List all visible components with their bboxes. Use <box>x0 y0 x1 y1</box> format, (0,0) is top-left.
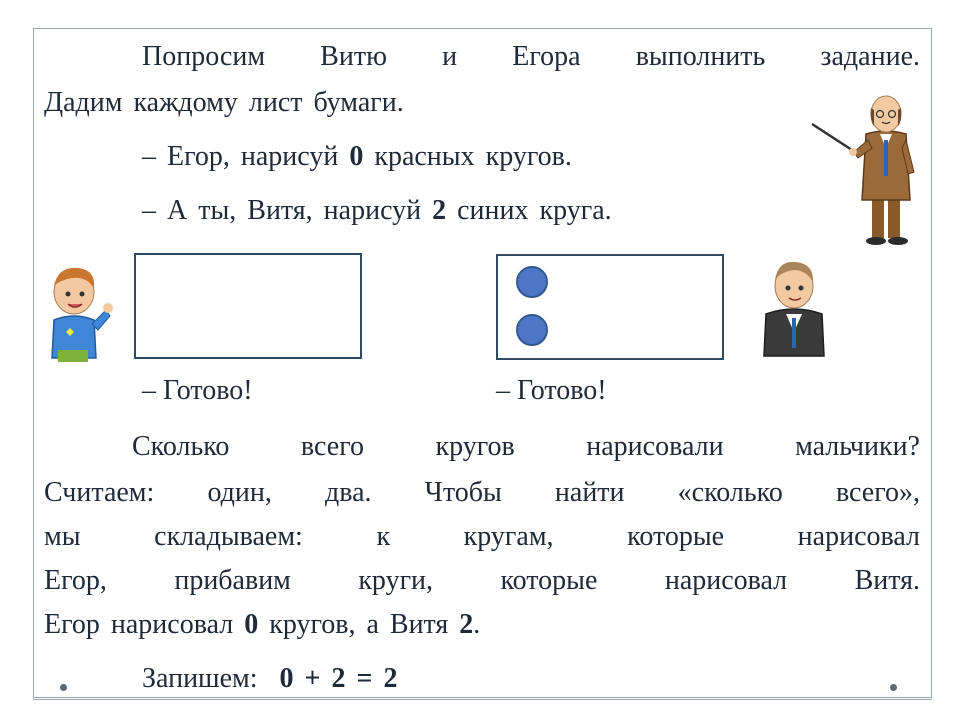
ready-vitya: – Готово! <box>496 375 607 406</box>
dialog-egor-count: 0 <box>349 141 364 172</box>
ready-egor: – Готово! <box>142 375 253 406</box>
intro-line-2: Дадим каждому лист бумаги. <box>44 87 404 118</box>
question-egor-count: 0 <box>244 609 259 640</box>
corner-dot-left <box>60 684 67 691</box>
equation-line <box>142 662 397 696</box>
bottom-rule <box>33 699 932 700</box>
dialog-vitya-suffix: синих круга. <box>446 195 612 226</box>
dialog-egor <box>142 140 572 174</box>
question-line-5-prefix: Егор нарисовал <box>44 609 245 640</box>
question-vitya-count: 2 <box>459 609 474 640</box>
question-line-1: Сколько всего кругов нарисовали мальчики? <box>132 431 920 462</box>
boy-vitya-illustration <box>758 256 830 360</box>
dialog-vitya <box>142 194 612 228</box>
dialog-egor-prefix: – Егор, нарисуй <box>142 141 350 172</box>
question-line-5-end: . <box>473 609 481 640</box>
equation-label: Запишем: <box>142 663 269 694</box>
blue-circle-2 <box>516 314 548 346</box>
question-line-2: Считаем: один, два. Чтобы найти «сколько всего», <box>44 477 920 508</box>
question-line-4: Егор, прибавим круги, которые нарисовал Витя. <box>44 565 920 596</box>
boy-egor-illustration <box>44 262 116 366</box>
dialog-egor-suffix: красных кругов. <box>363 141 572 172</box>
blue-circle-1 <box>516 266 548 298</box>
equation-expression: 0 + 2 = 2 <box>279 663 398 694</box>
teacher-illustration <box>810 88 930 248</box>
intro-line-1: Попросим Витю и Егора выполнить задание. <box>142 41 920 72</box>
dialog-vitya-prefix: – А ты, Витя, нарисуй <box>142 195 433 226</box>
question-line-3: мы складываем: к кругам, которые нарисовал <box>44 521 920 552</box>
dialog-vitya-count: 2 <box>432 195 447 226</box>
corner-dot-right <box>890 684 897 691</box>
paper-egor <box>134 253 362 359</box>
question-line-5-mid: кругов, а Витя <box>258 609 460 640</box>
question-line-5 <box>44 608 480 642</box>
paper-vitya <box>496 254 724 360</box>
